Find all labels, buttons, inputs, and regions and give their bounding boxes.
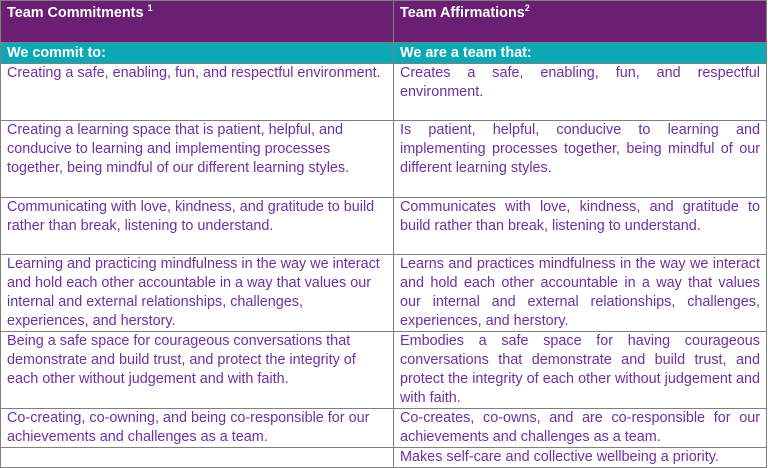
table-row [1, 448, 767, 468]
affirmation-cell: Creates a safe, enabling, fun, and respectful environment. [394, 64, 767, 121]
header-team-affirmations [394, 1, 767, 43]
table-row [1, 332, 767, 409]
header-right-title: Team Affirmations [400, 5, 525, 21]
subheader-we-are-a-team-that: We are a team that: [394, 43, 767, 64]
affirmation-cell: Is patient, helpful, conducive to learning and implementing processes together, being mindful of our different learning styles. [394, 121, 767, 198]
commitment-cell: Creating a learning space that is patient, helpful, and conducive to learning and implementing processes together, being mindful of our different learning styles. [1, 121, 394, 198]
table-row [1, 121, 767, 198]
affirmation-cell: Communicates with love, kindness, and gratitude to build rather than break, listening to understand. [394, 198, 767, 255]
footnote-marker-2: 2 [524, 3, 530, 14]
commitment-cell: Creating a safe, enabling, fun, and respectful environment. [1, 64, 394, 121]
footnote-marker-1: 1 [147, 3, 153, 14]
commitment-cell: Communicating with love, kindness, and gratitude to build rather than break, listening to understand. [1, 198, 394, 255]
subheader-we-commit-to: We commit to: [1, 43, 394, 64]
affirmation-cell: Learns and practices mindfulness in the way we interact and hold each other accountable in a way that values our internal and external relationships, challenges, experiences, and herstory. [394, 255, 767, 332]
commitment-cell: Learning and practicing mindfulness in the way we interact and hold each other accountable in a way that values our internal and external relationships, challenges, experiences, and herstory. [1, 255, 394, 332]
table-row [1, 255, 767, 332]
header-row [1, 1, 767, 43]
table-row [1, 409, 767, 448]
affirmation-cell: Makes self-care and collective wellbeing a priority. [394, 448, 767, 468]
table-row [1, 64, 767, 121]
commitment-cell: Being a safe space for courageous conversations that demonstrate and build trust, and protect the integrity of each other without judgement and with faith. [1, 332, 394, 409]
commitment-cell: Co-creating, co-owning, and being co-responsible for our achievements and challenges as a team. [1, 409, 394, 448]
commitment-cell [1, 448, 394, 468]
affirmation-cell: Embodies a safe space for having courageous conversations that demonstrate and build trust, and protect the integrity of each other without judgement and with faith. [394, 332, 767, 409]
header-team-commitments [1, 1, 394, 43]
subheader-row [1, 43, 767, 64]
header-left-title: Team Commitments [7, 5, 144, 21]
affirmation-cell: Co-creates, co-owns, and are co-responsible for our achievements and challenges as a team. [394, 409, 767, 448]
table-row [1, 198, 767, 255]
